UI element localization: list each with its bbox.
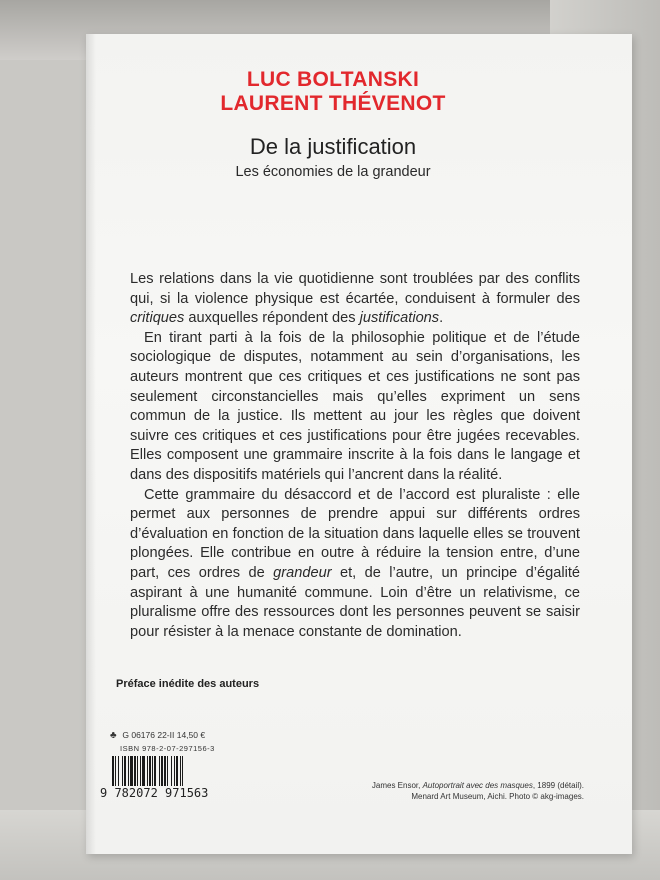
blurb: [130, 270, 580, 642]
barcode-bar: [182, 756, 183, 786]
credit-line-1: James Ensor, Autoportrait avec des masques, 1899 (détail).: [371, 781, 584, 790]
barcode-bar: [176, 756, 178, 786]
book-title: De la justification: [249, 134, 417, 159]
price-code: G 06176 22-II 14,50 €: [122, 730, 206, 740]
barcode-bar: [149, 756, 151, 786]
barcode-bar: [115, 756, 116, 786]
book-back-cover: [86, 34, 632, 854]
author-1: LUC BOLTANSKI: [246, 68, 420, 91]
barcode-bar: [112, 756, 114, 786]
barcode-bar: [180, 756, 181, 786]
barcode: [110, 756, 212, 790]
preface-note: Préface inédite des auteurs: [116, 678, 260, 690]
credit-line-2: Menard Art Museum, Aichi. Photo © akg-images.: [411, 792, 584, 801]
barcode-bar: [137, 756, 138, 786]
isbn: ISBN 978-2-07-297156-3: [120, 744, 215, 753]
barcode-bar: [147, 756, 148, 786]
barcode-bar: [161, 756, 163, 786]
barcode-bar: [130, 756, 133, 786]
barcode-bar: [154, 756, 156, 786]
publisher-logo-icon: ♣: [110, 730, 117, 741]
barcode-bar: [128, 756, 129, 786]
barcode-bar: [124, 756, 126, 786]
book-subtitle: Les économies de la grandeur: [235, 164, 431, 180]
barcode-bar: [122, 756, 123, 786]
spine-shadow: [86, 34, 96, 854]
blurb-paragraph-1: Les relations dans la vie quotidienne sont troublées par des conflits qui, si la violence physique est écartée, conduisent à formuler des critiques auxquelles répondent des justifications.: [130, 271, 580, 327]
barcode-bar: [152, 756, 153, 786]
barcode-bar: [171, 756, 172, 786]
barcode-bar: [118, 756, 119, 786]
image-credit: [324, 780, 584, 802]
barcode-bar: [174, 756, 175, 786]
barcode-bar: [167, 756, 168, 786]
barcode-bar: [159, 756, 160, 786]
barcode-bar: [134, 756, 136, 786]
barcode-bar: [164, 756, 166, 786]
barcode-bar: [140, 756, 141, 786]
barcode-bar: [142, 756, 145, 786]
barcode-number: 9 782072 971563: [100, 786, 209, 800]
author-2: LAURENT THÉVENOT: [220, 92, 446, 115]
blurb-paragraph-3: Cette grammaire du désaccord et de l’accord est pluraliste : elle permet aux personnes de prendre appui sur différents ordres d’évaluation en fonction de la situation dans laquelle elles se trouvent plongées. Elle contribue en outre à réduire la tension entre, d’une part, ces ordres de grandeur et, de l’autre, un principe d’égalité aspirant à une humanité commune. Loin d’être un relativisme, ce pluralisme offre des ressources dont les personnes peuvent se saisir pour résister à la menace constante de domination.: [130, 486, 580, 640]
price-code-line: [110, 730, 205, 741]
blurb-paragraph-2: En tirant parti à la fois de la philosophie politique et de l’étude sociologique de disputes, notamment au sein d’organisations, les auteurs montrent que ces critiques et ces justifications ne sont pas seulement circonstancielles mais qu’elles expriment un sens commun de la justice. Ils mettent au jour les règles que doivent suivre ces critiques et ces justifications pour être jugées recevables. Elles composent une grammaire inscrite à la fois dans le langage et dans des dispositifs matériels qui l’ancrent dans la réalité.: [130, 329, 580, 483]
authors: [86, 68, 580, 116]
